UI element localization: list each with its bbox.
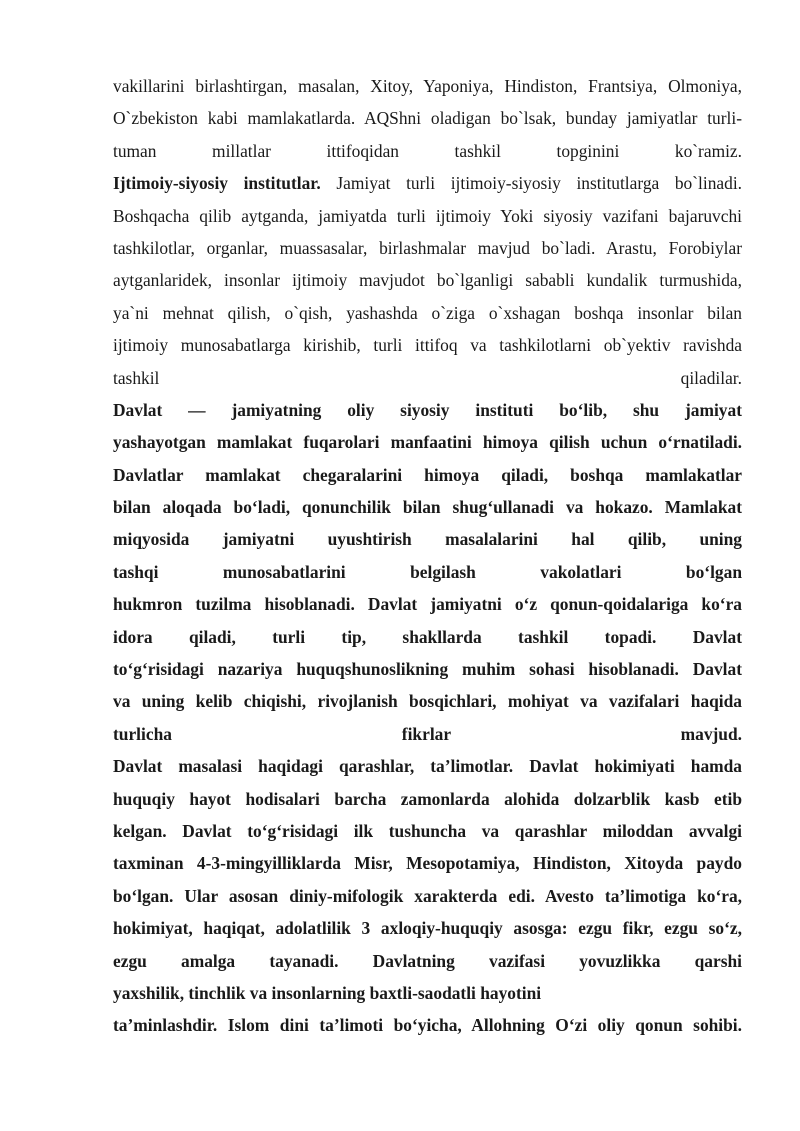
bold-text-line: yaxshilik, tinchlik va insonlarning baxtli-saodatli hayotini: [113, 982, 542, 1003]
section-heading-line: [113, 167, 742, 199]
text-line: tashkilotlar, organlar, muassasalar, birlashmalar mavjud bo`ladi. Arastu, Forobiylar: [113, 237, 742, 258]
bold-text-line: va uning kelib chiqishi, rivojlanish bosqichlari, mohiyat va vazifalari haqida: [113, 691, 742, 712]
section-heading: Ijtimoiy-siyosiy institutlar.: [113, 173, 321, 194]
bold-text-line: Davlat — jamiyatning oliy siyosiy instituti bo‘lib, shu jamiyat: [113, 399, 742, 420]
bold-text-line: huquqiy hayot hodisalari barcha zamonlarda alohida dolzarblik kasb etib: [113, 788, 742, 809]
bold-text-line: idora qiladi, turli tip, shakllarda tashkil topadi. Davlat: [113, 626, 742, 647]
bold-text-line: taxminan 4-3-mingyilliklarda Misr, Mesopotamiya, Hindiston, Xitoyda paydo: [113, 853, 742, 874]
document-page: [113, 70, 742, 1042]
bold-text-line: kelgan. Davlat to‘g‘risidagi ilk tushuncha va qarashlar miloddan avvalgi: [113, 820, 742, 841]
bold-text-line: ta’minlashdir. Islom dini ta’limoti bo‘yicha, Allohning O‘zi oliy qonun sohibi.: [113, 1015, 742, 1036]
bold-text-line: yashayotgan mamlakat fuqarolari manfaatini himoya qilish uchun o‘rnatiladi.: [113, 432, 742, 453]
text-line: tashkil qiladilar.: [113, 367, 742, 388]
bold-text-line: hokimiyat, haqiqat, adolatlilik 3 axloqiy-huquqiy asosga: ezgu fikr, ezgu so‘z,: [113, 918, 742, 939]
bold-text-line: tashqi munosabatlarini belgilash vakolatlari bo‘lgan: [113, 561, 742, 582]
text-line: ya`ni mehnat qilish, o`qish, yashashda o`ziga o`xshagan boshqa insonlar bilan: [113, 302, 742, 323]
text-line: Boshqacha qilib aytganda, jamiyatda turli ijtimoiy Yoki siyosiy vazifani bajaruvchi: [113, 205, 742, 226]
bold-text-line: turlicha fikrlar mavjud.: [113, 723, 742, 744]
text-line: aytganlaridek, insonlar ijtimoiy mavjudot bo`lganligi sababli kundalik turmushida,: [113, 270, 742, 291]
bold-text-line: Davlatlar mamlakat chegaralarini himoya qiladi, boshqa mamlakatlar: [113, 464, 742, 485]
text-line: vakillarini birlashtirgan, masalan, Xitoy, Yaponiya, Hindiston, Frantsiya, Olmoniya,: [113, 76, 742, 96]
text-line: ijtimoiy munosabatlarga kirishib, turli ittifoq va tashkilotlarni ob`yektiv ravishda: [113, 335, 742, 356]
bold-text-line: bo‘lgan. Ular asosan diniy-mifologik xarakterda edi. Avesto ta’limotiga ko‘ra,: [113, 885, 742, 906]
bold-text-line: Davlat masalasi haqidagi qarashlar, ta’limotlar. Davlat hokimiyati hamda: [113, 756, 742, 777]
bold-text-line: miqyosida jamiyatni uyushtirish masalalarini hal qilib, uning: [113, 529, 742, 550]
bold-text-line: to‘g‘risidagi nazariya huquqshunoslikning muhim sohasi hisoblanadi. Davlat: [113, 659, 742, 680]
bold-text-line: hukmron tuzilma hisoblanadi. Davlat jamiyatni o‘z qonun-qoidalariga ko‘ra: [113, 594, 742, 615]
bold-text-line: bilan aloqada bo‘ladi, qonunchilik bilan shug‘ullanadi va hokazo. Mamlakat: [113, 497, 742, 518]
text-fragment: Jamiyat turli ijtimoiy-siyosiy institutlarga bo`linadi.: [320, 173, 742, 194]
text-line: tuman millatlar ittifoqidan tashkil topginini ko`ramiz.: [113, 140, 742, 161]
text-line: O`zbekiston kabi mamlakatlarda. AQShni oladigan bo`lsak, bunday jamiyatlar turli-: [113, 108, 742, 129]
bold-text-line: ezgu amalga tayanadi. Davlatning vazifasi yovuzlikka qarshi: [113, 950, 742, 971]
